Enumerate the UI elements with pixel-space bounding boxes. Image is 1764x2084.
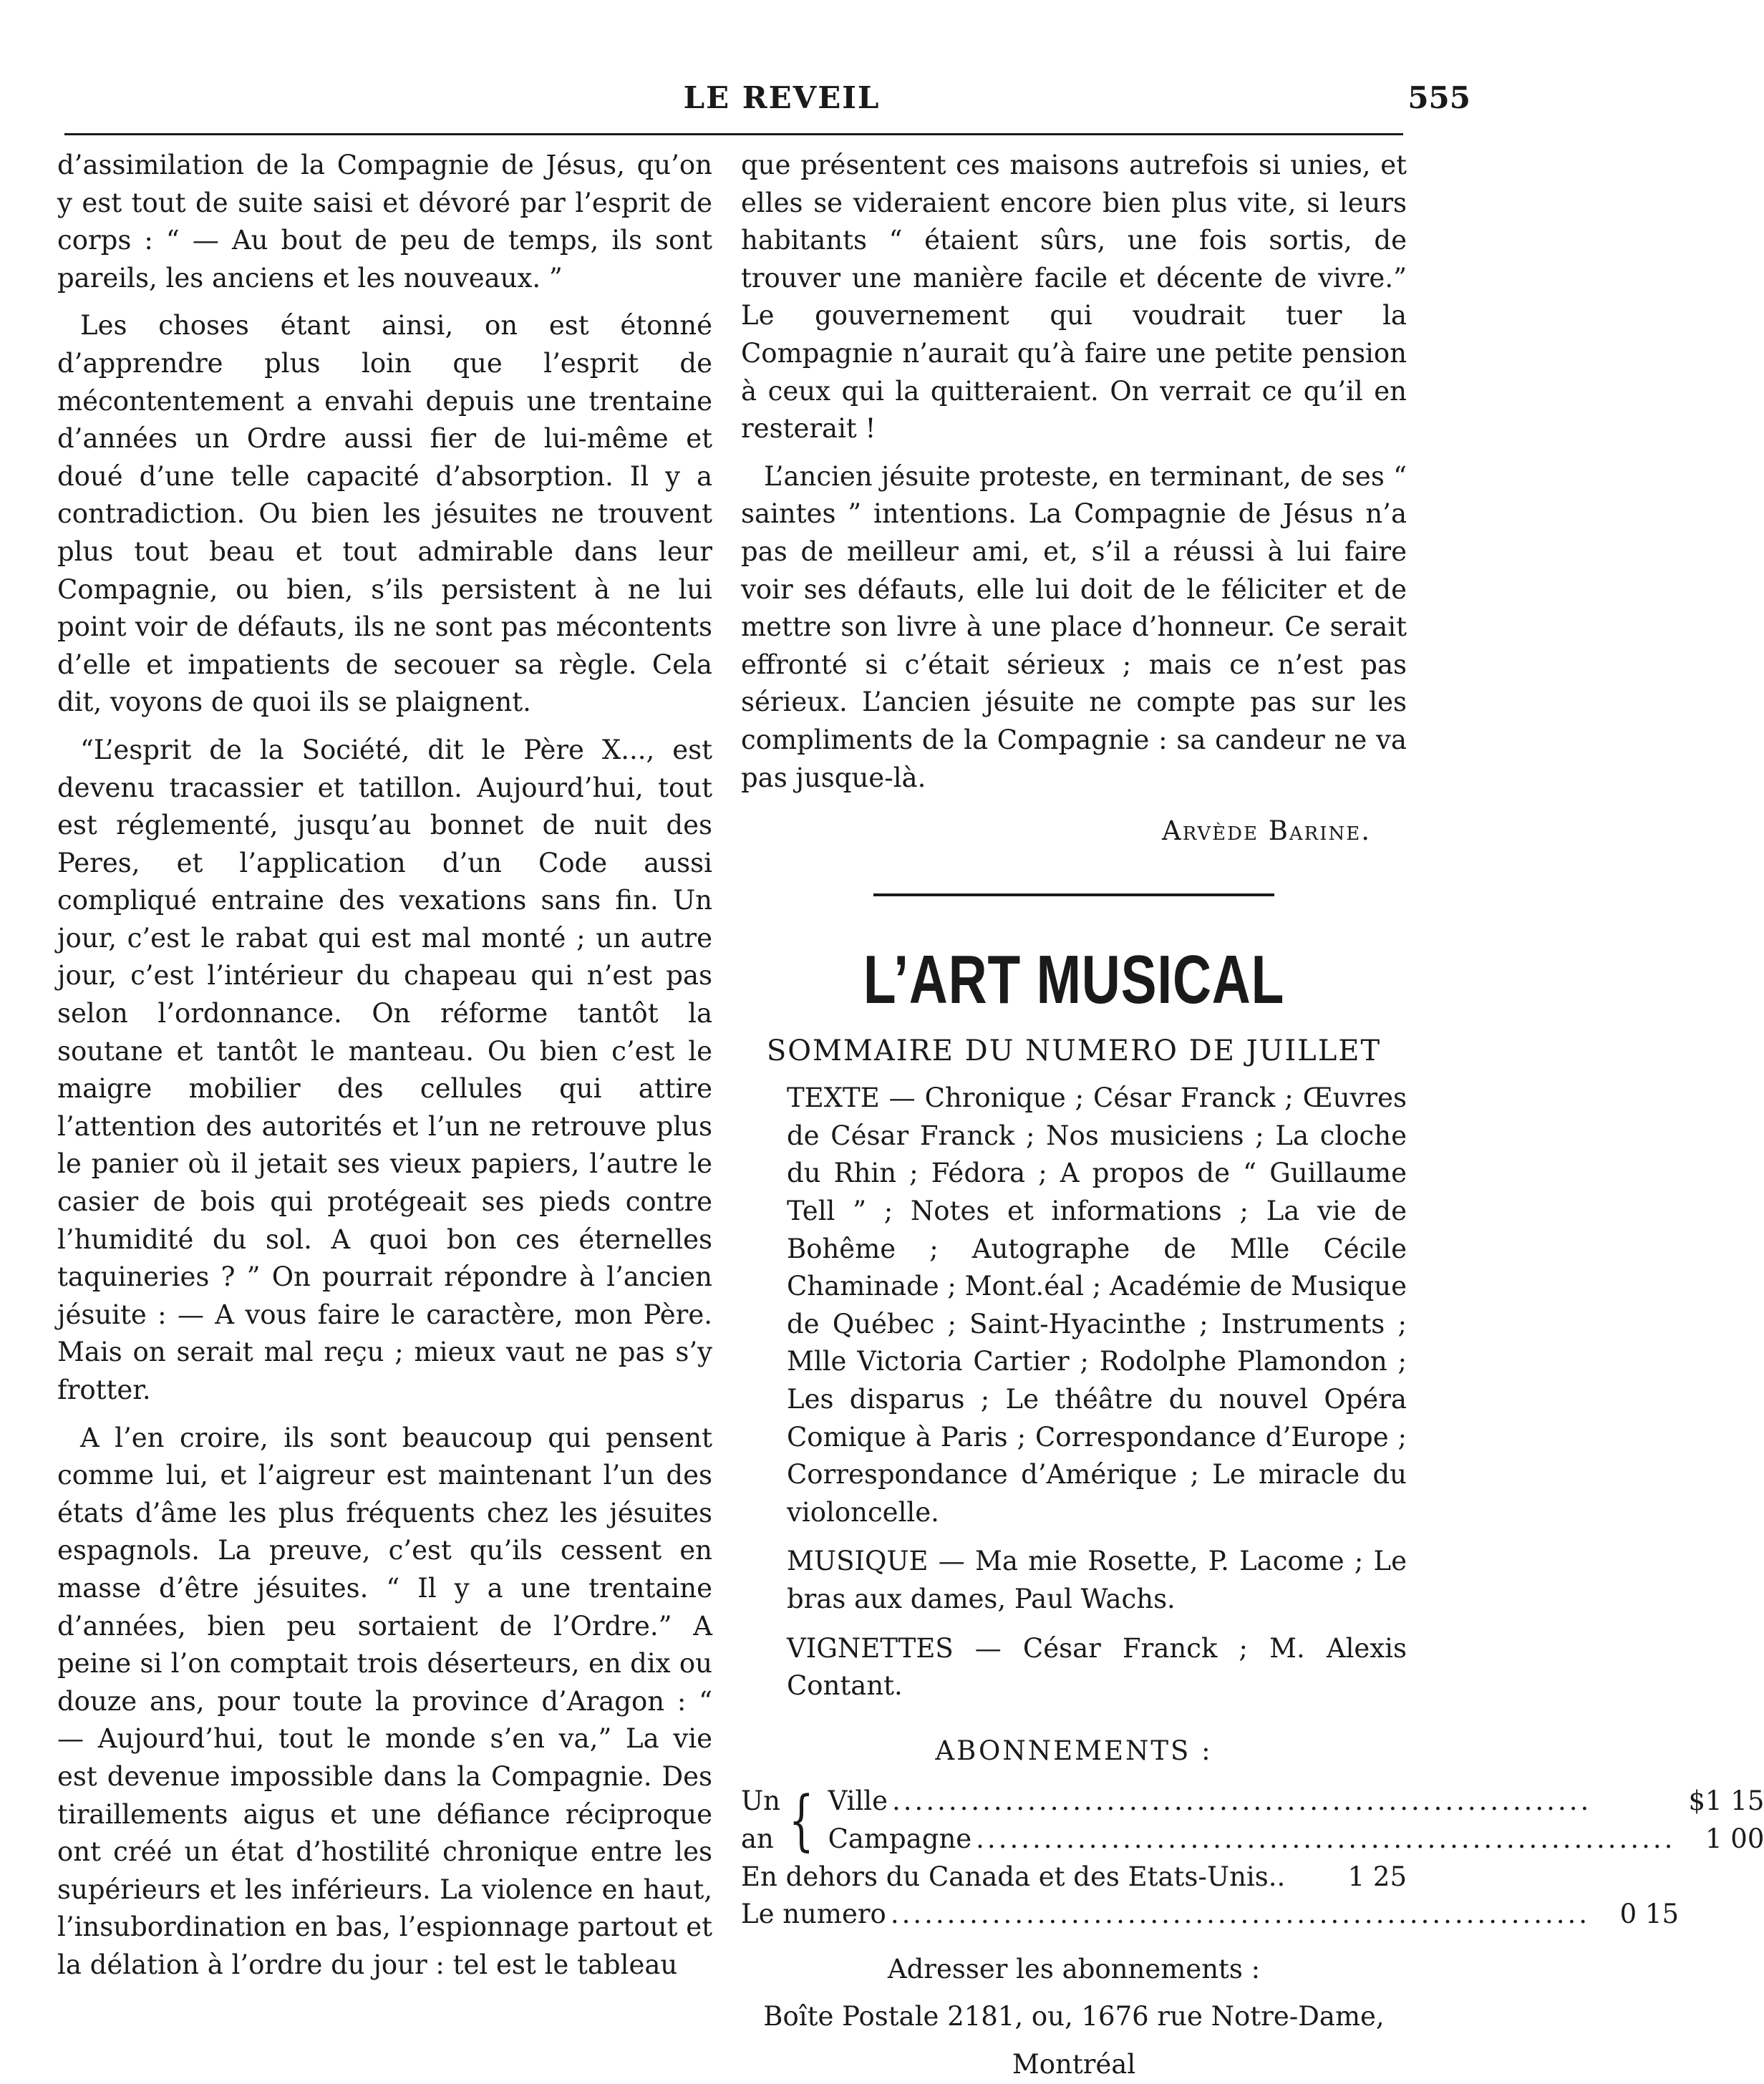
price-value: 1 00 (1705, 1823, 1764, 1854)
entry-text: — Ma mie Rosette, P. Lacome ; Le bras aux dames, Paul Wachs. (787, 1546, 1407, 1614)
leader-dots: .............................................................. (976, 1823, 1676, 1854)
address-line: Boîte Postale 2181, ou, 1676 rue Notre-Dame, (763, 2001, 1385, 2032)
author-signature: Arvède Barine. (1161, 815, 1371, 847)
right-column (741, 147, 1764, 2084)
body-paragraph: Les choses étant ainsi, on est étonné d’apprendre plus loin que l’esprit de mécontentement a envahi depuis une trentaine d’années un Ordre aussi fier de lui-même et doué d’une telle capacité d’absorption. Il y a contradiction. Ou bien les jésuites ne trouvent plus tout beau et tout admirable dans leur Compagnie, ou bien, s’ils persistent à ne lui point voir de défauts, ils ne sont pas mécontents d’elle et impatients de secouer sa règle. Cela dit, voyons de quoi ils se plaignent. (57, 310, 712, 718)
sommaire-entry-vignettes (741, 1630, 1407, 1705)
body-paragraph: que présentent ces maisons autrefois si unies, et elles se videraient encore bien plus vite, si leurs habitants “ étaient sûrs, une fois sortis, de trouver une manière facile et décente de vivre.” Le gouvernement qui voudrait tuer la Compagnie n’aurait qu’à faire une petite pension à ceux qui la quitteraient. On verrait ce qu’il en resterait ! (741, 150, 1407, 445)
price-group-label: Un an (741, 1785, 781, 1854)
page-number: 555 (1407, 80, 1470, 115)
price-row (828, 1821, 1764, 1858)
header-rule (64, 133, 1403, 135)
leader-dots: .............................................................. (892, 1785, 1592, 1817)
price-row (828, 1783, 1764, 1821)
left-column (57, 147, 712, 1984)
body-paragraph: A l’en croire, ils sont beaucoup qui pensent comme lui, et l’aigreur est maintenant l’un des états d’âme les plus fréquents chez les jésuites espagnols. La preuve, c’est qu’ils cessent en masse d’être jésuites. “ Il y a une trentaine d’années, bien peu sortaient de l’Ordre.” A peine si l’on comptait trois déserteurs, en dix ou douze ans, pour toute la province d’Aragon : “ — Aujourd’hui, tout le monde s’en va,” La vie est devenue impossible dans la Compagnie. Des tiraillements aigus et une défiance réciproque ont créé un état d’hostilité chronique entre les supérieurs et les inférieurs. La violence en haut, l’insubordination en bas, l’espionnage partout et la délation à l’ordre du jour : tel est le tableau (57, 1422, 712, 1980)
sommaire-entry-texte (741, 1080, 1407, 1531)
price-row (741, 1896, 1680, 1934)
leader-dots: .............................................................. (890, 1899, 1591, 1930)
running-head-title: LE REVEIL (683, 80, 881, 115)
price-list (741, 1781, 1764, 1933)
price-label: En dehors du Canada et des Etats-Unis.. (741, 1861, 1286, 1892)
price-label: Campagne (828, 1823, 972, 1854)
price-value: 1 25 (1347, 1861, 1407, 1892)
price-row (741, 1858, 1407, 1896)
entry-label: TEXTE (787, 1082, 880, 1114)
entry-label: MUSIQUE (787, 1546, 929, 1577)
price-label: Ville (828, 1785, 888, 1817)
entry-label: VIGNETTES (787, 1632, 954, 1664)
body-paragraph: “L’esprit de la Société, dit le Père X..., est devenu tracassier et tatillon. Aujourd’hui, tout est réglementé, jusqu’au bonnet de nuit des Peres, et l’application d’un Code aussi compliqué entraine des vexations sans fin. Un jour, c’est le rabat qui est mal monté ; un autre jour, c’est l’intérieur du chapeau qui n’est pas selon l’ordonnance. On réforme tantôt la soutane et tantôt le manteau. Ou bien c’est le maigre mobilier des cellules qui attire l’attention des autorités et l’un ne retrouve plus le panier où il jetait ses vieux papiers, l’autre le casier de bois qui protégeait ses pieds contre l’humidité du sol. A quoi bon ces éternelles taquineries ? ” On pourrait répondre à l’ancien jésuite : — A vous faire le caractère, mon Père. Mais on serait mal reçu ; mieux vaut ne pas s’y frotter. (57, 734, 712, 1405)
section-subtitle: SOMMAIRE DU NUMERO DE JUILLET (766, 1034, 1382, 1067)
price-value: 0 15 (1619, 1899, 1680, 1930)
section-title: L’ART MUSICAL (863, 941, 1285, 1018)
section-separator (873, 893, 1274, 896)
entry-text: — César Franck ; M. Alexis Contant. (787, 1632, 1407, 1702)
address-line: Adresser les abonnements : (887, 1953, 1261, 1984)
address-line: Montréal (1012, 2048, 1136, 2080)
body-paragraph: L’ancien jésuite proteste, en terminant, de ses “ saintes ” intentions. La Compagnie de Jésus n’a pas de meilleur ami, et, s’il a réussi à lui faire voir ses défauts, elle lui doit de le féliciter et de mettre son livre à une place d’honneur. Ce serait effronté si c’était sérieux ; mais ce n’est pas sérieux. L’ancien jésuite ne compte pas sur les compliments de la Compagnie : sa candeur ne va pas jusque-là. (741, 460, 1407, 793)
body-paragraph: d’assimilation de la Compagnie de Jésus, qu’on y est tout de suite saisi et dévoré par l’esprit de corps : “ — Au bout de peu de temps, ils sont pareils, les anciens et les nouveaux. ” (57, 150, 712, 294)
abonnements-heading: ABONNEMENTS : (935, 1735, 1213, 1766)
sommaire-entry-musique (741, 1543, 1407, 1618)
price-label: Le numero (741, 1899, 886, 1930)
price-value: $1 15 (1688, 1785, 1764, 1817)
price-group-un-an (741, 1781, 1764, 1858)
entry-text: — Chronique ; César Franck ; Œuvres de César Franck ; Nos musiciens ; La cloche du Rhin ; Fédora ; A propos de “ Guillaume Tell ” ; Notes et informations ; La vie de Bohême ; Autographe de Mlle Cécile Chaminade ; Mont.éal ; Académie de Musique de Québec ; Saint-Hyacinthe ; Instruments ; Mlle Victoria Cartier ; Rodolphe Plamondon ; Les disparus ; Le théâtre du nouvel Opéra Comique à Paris ; Correspondance d’Europe ; Correspondance d’Amérique ; Le miracle du violoncelle. (787, 1082, 1407, 1528)
brace-icon: { (788, 1781, 814, 1858)
